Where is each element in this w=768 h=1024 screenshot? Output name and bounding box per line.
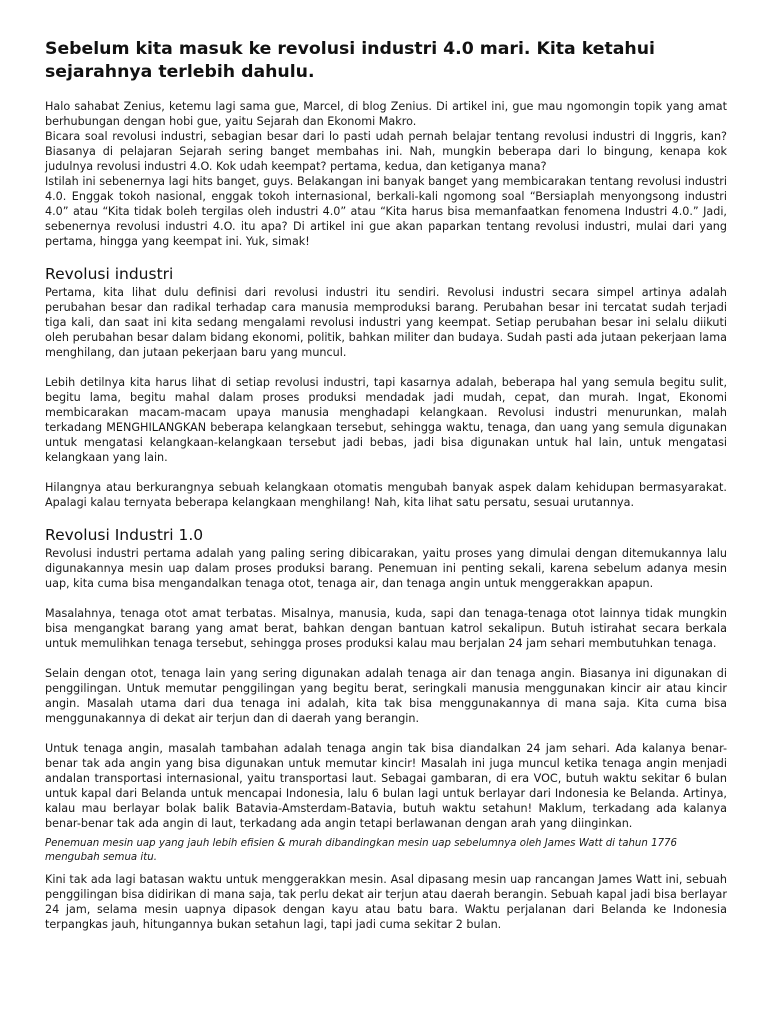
document-title: Sebelum kita masuk ke revolusi industri 4.0 mari. Kita ketahui sejarahnya terlebih dahulu. [45,39,655,82]
intro-paragraph-3: Istilah ini sebenernya lagi hits banget, guys. Belakangan ini banyak banget yang membicarakan tentang revolusi industri 4.0. Enggak tokoh nasional, enggak tokoh internasional, berkali-kali ngomong soal “Bersiaplah menyongsong industri 4.0” atau “Kita tidak boleh tergilas oleh industri 4.0” atau “Kita harus bisa memanfaatkan fenomena Industri 4.0.” Jadi, sebenernya revolusi industri 4.O. itu apa? Di artikel ini gue akan paparkan tentang revolusi industri, mulai dari yang pertama, hingga yang keempat ini. Yuk, simak! [45,175,727,248]
section1-paragraph-1: Pertama, kita lihat dulu definisi dari revolusi industri itu sendiri. Revolusi industri secara simpel artinya adalah perubahan besar dan radikal terhadap cara manusia memproduksi barang. Perubahan besar ini tercatat sudah terjadi tiga kali, dan saat ini kita sedang mengalami revolusi industri yang keempat. Setiap perubahan besar ini selalu diikuti oleh perubahan besar dalam bidang ekonomi, politik, bahkan militer dan budaya. Sudah pasti ada jutaan pekerjaan lama menghilang, dan jutaan pekerjaan baru yang muncul. [45,286,727,359]
intro-paragraph-1: Halo sahabat Zenius, ketemu lagi sama gue, Marcel, di blog Zenius. Di artikel ini, gue mau ngomongin topik yang amat berhubungan dengan hobi gue, yaitu Sejarah dan Ekonomi Makro. [45,100,727,128]
section-heading-revolusi-industri-1-0: Revolusi Industri 1.0 [45,526,204,544]
section2-paragraph-2: Masalahnya, tenaga otot amat terbatas. Misalnya, manusia, kuda, sapi dan tenaga-tenaga otot lainnya tidak mungkin bisa mengangkat barang yang amat berat, bahkan dengan bantuan katrol sekalipun. Butuh istirahat secara berkala untuk memulihkan tenaga tersebut, sehingga proses produksi kalau mau berjalan 24 jam sehari membutuhkan tenaga. [45,607,727,650]
image-caption: Penemuan mesin uap yang jauh lebih efisien & murah dibandingkan mesin uap sebelumnya oleh James Watt di tahun 1776 mengubah semua itu. [45,838,678,863]
section2-paragraph-3: Selain dengan otot, tenaga lain yang sering digunakan adalah tenaga air dan tenaga angin. Biasanya ini digunakan di penggilingan. Untuk memutar penggilingan yang begitu berat, seringkali manusia menggunakan kincir air atau kincir angin. Masalah utama dari dua tenaga ini adalah, kita tak bisa menggunakannya di mana saja. Kita cuma bisa menggunakannya di dekat air terjun dan di daerah yang berangin. [45,667,727,725]
section1-paragraph-3: Hilangnya atau berkurangnya sebuah kelangkaan otomatis mengubah banyak aspek dalam kehidupan bermasyarakat. Apalagi kalau ternyata beberapa kelangkaan menghilang! Nah, kita lihat satu persatu, sesuai urutannya. [45,481,727,509]
intro-paragraph-2: Bicara soal revolusi industri, sebagian besar dari lo pasti udah pernah belajar tentang revolusi industri di Inggris, kan? Biasanya di pelajaran Sejarah sering banget membahas ini. Nah, mungkin beberapa dari lo bingung, kenapa kok judulnya revolusi industri 4.O. Kok udah keempat? pertama, kedua, dan ketiganya mana? [45,130,727,173]
section-heading-revolusi-industri: Revolusi industri [45,265,174,283]
section1-paragraph-2: Lebih detilnya kita harus lihat di setiap revolusi industri, tapi kasarnya adalah, beberapa hal yang semula begitu sulit, begitu lama, begitu mahal dalam proses produksi mendadak jadi mudah, cepat, dan murah. Ingat, Ekonomi membicarakan macam-macam upaya manusia menghadapi kelangkaan. Revolusi industri menurunkan, malah terkadang MENGHILANGKAN beberapa kelangkaan tersebut, sehingga waktu, tenaga, dan uang yang semula digunakan untuk mengatasi kelangkaan-kelangkaan tersebut jadi bebas, jadi bisa digunakan untuk hal lain, untuk mengatasi kelangkaan yang lain. [45,376,727,464]
section2-paragraph-1: Revolusi industri pertama adalah yang paling sering dibicarakan, yaitu proses yang dimulai dengan ditemukannya lalu digunakannya mesin uap dalam proses produksi barang. Penemuan ini penting sekali, karena sebelum adanya mesin uap, kita cuma bisa mengandalkan tenaga otot, tenaga air, dan tenaga angin untuk menggerakkan apapun. [45,547,727,590]
document-page [45,38,727,932]
section2-paragraph-4: Untuk tenaga angin, masalah tambahan adalah tenaga angin tak bisa diandalkan 24 jam sehari. Ada kalanya benar-benar tak ada angin yang bisa digunakan untuk memutar kincir! Masalah ini juga muncul ketika tenaga angin menjadi andalan transportasi internasional, yaitu transportasi laut. Sebagai gambaran, di era VOC, butuh waktu sekitar 6 bulan untuk kapal dari Belanda untuk mencapai Indonesia, lalu 6 bulan lagi untuk berlayar dari Indonesia ke Belanda. Artinya, kalau mau berlayar bolak balik Batavia-Amsterdam-Batavia, butuh waktu setahun! Maklum, terkadang ada kalanya benar-benar tak ada angin di laut, terkadang ada angin tetapi berlawanan dengan arah yang diinginkan. [45,742,727,830]
section2-closing-paragraph: Kini tak ada lagi batasan waktu untuk menggerakkan mesin. Asal dipasang mesin uap rancangan James Watt ini, sebuah penggilingan bisa didirikan di mana saja, tak perlu dekat air terjun atau daerah berangin. Sebuah kapal jadi bisa berlayar 24 jam, selama mesin uapnya dipasok dengan kayu atau batu bara. Waktu perjalanan dari Belanda ke Indonesia terpangkas jauh, hitungannya bukan setahun lagi, tapi jadi cuma sekitar 2 bulan. [45,873,727,931]
